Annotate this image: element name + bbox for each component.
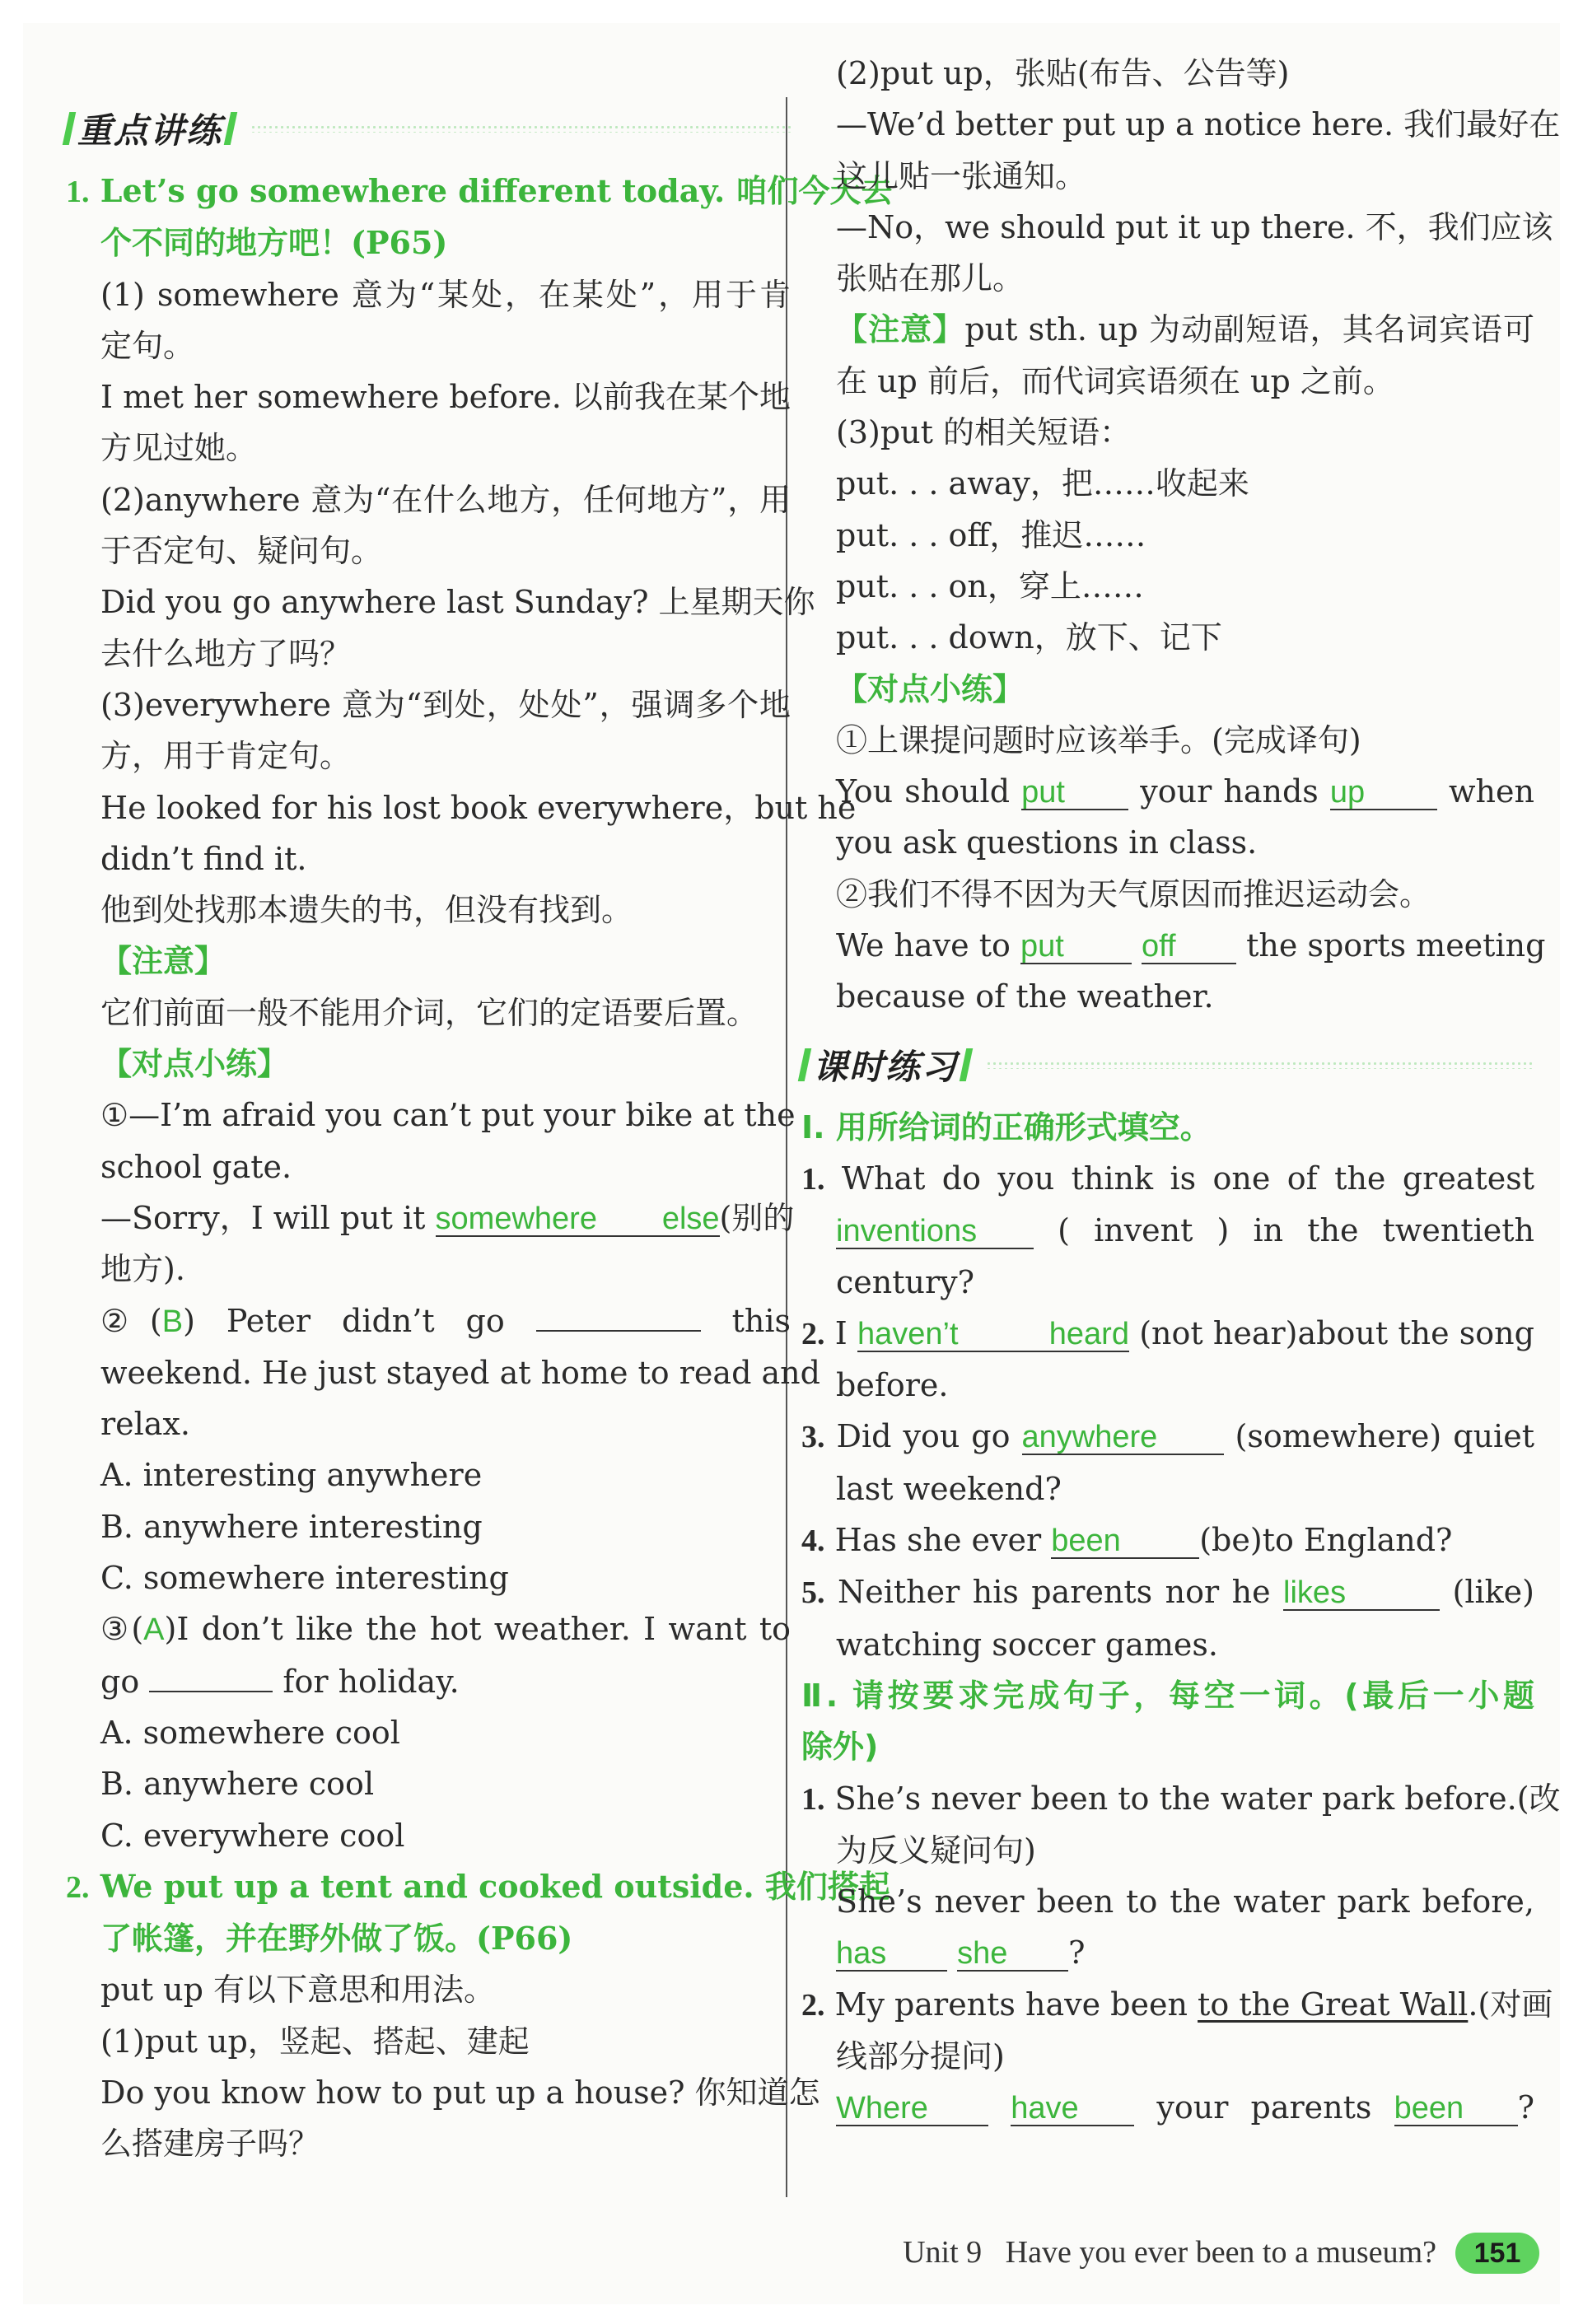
exercise-item: watching soccer games. (836, 1626, 1218, 1663)
answer-blank: put (1021, 776, 1128, 810)
exercise-item: has she ? (836, 1934, 1086, 1972)
answer-choice: A (143, 1612, 165, 1648)
answer-blank: likes (1283, 1576, 1440, 1611)
phrase: put. . . away，把……收起来 (836, 465, 1249, 502)
practice-question: relax. (100, 1406, 190, 1443)
practice-question: you ask questions in class. (836, 824, 1258, 861)
answer-blank: haven’t heard (857, 1316, 1129, 1351)
option: A. interesting anywhere (100, 1457, 483, 1494)
exercise-item: 3. Did you go anywhere (somewhere) quiet (801, 1418, 1534, 1455)
example-sentence: 方见过她。 (100, 430, 258, 467)
paragraph: put up 有以下意思和用法。 (100, 1972, 496, 2009)
item1-title: 1. Let’s go somewhere different today. 咱们今天去 (66, 172, 893, 209)
example-sentence: —We’d better put up a notice here. 我们最好在 (836, 106, 1561, 143)
exercise-item: She’s never been to the water park before, (836, 1883, 1534, 1920)
heading-dotted-rule (986, 1061, 1534, 1069)
answer-blank: somewhere else (435, 1201, 720, 1236)
exercise-item: 2. My parents have been to the Great Wall.(对画 (801, 1986, 1553, 2023)
practice-question: ①—I’m afraid you can’t put your bike at the (100, 1097, 796, 1134)
answer-blank: have (1011, 2092, 1134, 2126)
page-number-badge: 151 (1455, 2233, 1539, 2274)
option: C. everywhere cool (100, 1817, 405, 1854)
answer-blank (536, 1330, 701, 1332)
exercise-item: 线部分提问) (836, 2037, 1005, 2074)
exercise-section-title: Ⅱ. 请按要求完成句子，每空一词。(最后一小题 (801, 1677, 1534, 1714)
option: C. somewhere interesting (100, 1560, 509, 1597)
paragraph: (3)put 的相关短语： (836, 414, 1131, 451)
section-heading-exercises (801, 1029, 1534, 1100)
practice-question: You should put your hands up when (836, 773, 1534, 810)
heading-accent-bar (960, 1048, 974, 1081)
answer-choice: B (161, 1304, 184, 1339)
heading-title: 课时练习 (813, 1046, 959, 1087)
practice-question: We have to put off the sports meeting (836, 927, 1546, 964)
paragraph: (1) somewhere 意为“某处，在某处”，用于肯 (100, 276, 791, 313)
practice-question: ①上课提问题时应该举手。(完成译句) (836, 721, 1361, 758)
practice-question: ②我们不得不因为天气原因而推迟运动会。 (836, 875, 1431, 912)
paragraph: (2)put up，张贴(布告、公告等) (836, 55, 1290, 91)
exercise-item: century? (836, 1263, 974, 1300)
exercise-item: inventions ( invent ) in the twentieth (836, 1212, 1534, 1249)
phrase: put. . . down，放下、记下 (836, 619, 1222, 656)
exercise-item: last weekend? (836, 1470, 1062, 1507)
heading-accent-bar (798, 1048, 812, 1081)
section-heading-key-points (66, 93, 791, 164)
exercise-item: 1. What do you think is one of the greatest (801, 1160, 1534, 1197)
exercise-item: 1. She’s never been to the water park before.(改 (801, 1780, 1561, 1817)
option: B. anywhere cool (100, 1766, 375, 1803)
paragraph: (2)anywhere 意为“在什么地方，任何地方”，用 (100, 481, 791, 518)
example-sentence: I met her somewhere before. 以前我在某个地 (100, 379, 791, 416)
practice-question: go for holiday. (100, 1663, 460, 1700)
practice-question: 地方). (100, 1251, 185, 1288)
answer-blank: has (836, 1937, 947, 1972)
example-sentence: 他到处找那本遗失的书，但没有找到。 (100, 892, 633, 929)
heading-accent-bar (63, 112, 77, 145)
exercise-item: before. (836, 1367, 949, 1404)
right-column (801, 48, 1561, 2134)
item2-title: 2. We put up a tent and cooked outside. 我们搭起 (66, 1867, 890, 1905)
answer-blank: been (1051, 1524, 1199, 1559)
phrase: put. . . off，推迟…… (836, 516, 1146, 553)
answer-blank: Where (836, 2092, 988, 2126)
option: A. somewhere cool (100, 1714, 400, 1751)
note-text: 在 up 前后，而代词宾语须在 up 之前。 (836, 362, 1394, 399)
practice-question: ③(A)I don’t like the hot weather. I want to (100, 1611, 791, 1648)
exercise-section-title: 除外) (801, 1729, 879, 1766)
answer-blank: up (1330, 776, 1437, 810)
example-sentence: —No，we should put it up there. 不，我们应该 (836, 208, 1553, 245)
paragraph: (1)put up，竖起、搭起、建起 (100, 2023, 530, 2060)
practice-tag: 【对点小练】 (836, 670, 1025, 707)
answer-blank: put (1020, 930, 1132, 964)
practice-question: weekend. He just stayed at home to read and (100, 1354, 820, 1391)
item2-title-cont: 了帐篷，并在野外做了饭。(P66) (100, 1920, 573, 1958)
example-sentence: 么搭建房子吗？ (100, 2126, 320, 2163)
paragraph: (3)everywhere 意为“到处，处处”，强调多个地 (100, 686, 791, 723)
paragraph: 定句。 (100, 327, 195, 364)
example-sentence: Did you go anywhere last Sunday? 上星期天你 (100, 584, 815, 621)
option: B. anywhere interesting (100, 1508, 483, 1545)
phrase: put. . . on，穿上…… (836, 567, 1144, 604)
underlined-phrase: to the Great Wall (1198, 1986, 1469, 2023)
example-sentence: 去什么地方了吗？ (100, 635, 352, 672)
paragraph: 于否定句、疑问句。 (100, 533, 383, 570)
paragraph: 方，用于肯定句。 (100, 738, 352, 775)
heading-dotted-rule (250, 124, 791, 133)
item1-title-cont: 个不同的地方吧！(P65) (100, 224, 448, 262)
exercise-item: 5. Neither his parents nor he likes (like) (801, 1574, 1534, 1611)
answer-blank: inventions (836, 1215, 1034, 1249)
answer-blank: off (1142, 930, 1236, 964)
note-tag: 【注意】 (100, 943, 226, 980)
note-text: 它们前面一般不能用介词，它们的定语要后置。 (100, 994, 759, 1031)
page-footer (23, 2233, 1560, 2282)
note-tag: 【注意】 (836, 311, 965, 348)
answer-blank (149, 1691, 273, 1692)
heading-title: 重点讲练 (77, 110, 223, 151)
heading-accent-bar (224, 112, 238, 145)
practice-tag: 【对点小练】 (100, 1046, 289, 1083)
practice-question: because of the weather. (836, 978, 1214, 1015)
exercise-section-title: Ⅰ. 用所给词的正确形式填空。 (801, 1108, 1212, 1146)
exercise-item: 2. I haven’t heard (not hear)about the song (801, 1314, 1534, 1351)
example-sentence: didn’t find it. (100, 840, 307, 877)
exercise-item: 为反义疑问句) (836, 1832, 1036, 1869)
example-sentence: 这儿贴一张通知。 (836, 157, 1087, 194)
exercise-item: Where have your parents been ? (836, 2089, 1534, 2126)
answer-blank: been (1394, 2092, 1518, 2126)
practice-question: ②(B) Peter didn’t go this (100, 1302, 791, 1339)
example-sentence: Do you know how to put up a house? 你知道怎 (100, 2074, 820, 2111)
exercise-item: 4. Has she ever been (be)to England? (801, 1522, 1453, 1559)
note-text: 【注意】put sth. up 为动副短语，其名词宾语可 (836, 311, 1534, 348)
example-sentence: He looked for his lost book everywhere，but he (100, 789, 857, 826)
textbook-page (23, 23, 1560, 2304)
answer-blank: anywhere (1022, 1421, 1224, 1455)
practice-question: —Sorry，I will put it somewhere else(别的 (100, 1199, 795, 1236)
example-sentence: 张贴在那儿。 (836, 260, 1025, 297)
answer-blank: she (957, 1937, 1068, 1972)
footer-unit-title: Unit 9 Have you ever been to a museum? (903, 2235, 1436, 2270)
practice-question: school gate. (100, 1148, 292, 1185)
